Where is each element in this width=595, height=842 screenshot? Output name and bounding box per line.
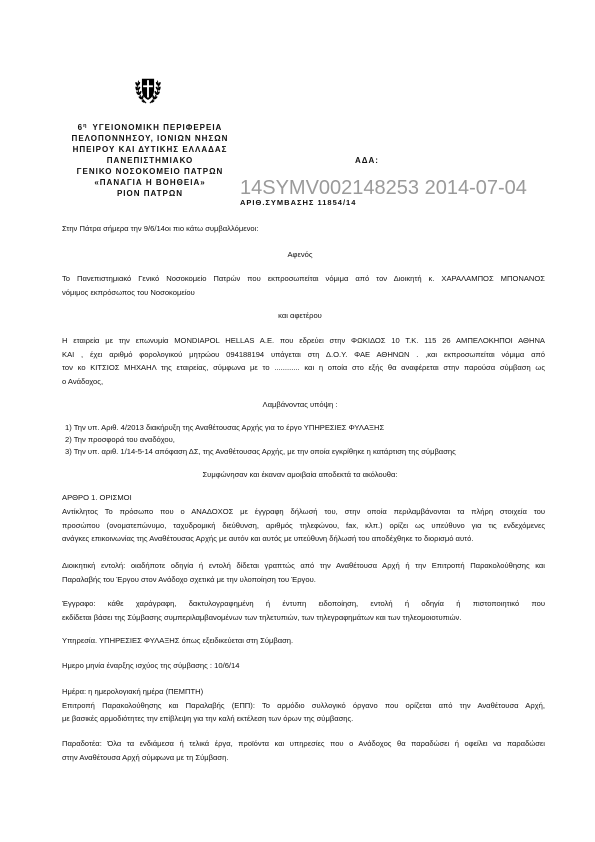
definition-antikletos (62, 505, 545, 546)
considering-item: 1) Την υπ. Αριθ. 4/2013 διακήρυξη της Αναθέτουσας Αρχής για το έργο ΥΠΗΡΕΣΙΕΣ ΦΥΛΑΞΗΣ (65, 423, 385, 432)
header-line: ΓΕΝΙΚΟ ΝΟΣΟΚΟΜΕΙΟ ΠΑΤΡΩΝ (76, 167, 224, 176)
region-suffix: η (83, 123, 87, 129)
party-b-heading: και αφετέρου (278, 311, 322, 320)
definition-deliverables (62, 737, 545, 764)
definition-administrative-order (62, 559, 545, 586)
party-b-line: ΚΑΙ , έχει αριθμό φορολογικού μητρώου 094188194 υπάγεται στη Δ.Ο.Υ. ΦΑΕ ΑΘΗΝΩΝ . ,και εκπροσωπείται νόμιμα από (62, 349, 545, 359)
intro-line: Στην Πάτρα σήμερα την 9/6/14οι πιο κάτω συμβαλλόμενοι: (62, 224, 259, 233)
contract-number: ΑΡΙΘ.ΣΥΜΒΑΣΗΣ 11854/14 (240, 198, 357, 207)
definition-service (62, 634, 545, 648)
definition-line: με βασικές αρμοδιότητες την επίβλεψη για την καλή εκτέλεση των όρων της σύμβασης. (62, 714, 354, 723)
party-b-line: ο Ανάδοχος, (62, 376, 104, 386)
definition-line: Ημέρα: η ημερολογιακή ημέρα (ΠΕΜΠΤΗ) (62, 687, 204, 696)
ada-label: ΑΔΑ: (355, 156, 379, 165)
definition-line: Ημερο μηνία έναρξης ισχύος της σύμβασης : 10/6/14 (62, 661, 240, 670)
header-line: ΗΠΕΙΡΟΥ ΚΑΙ ΔΥΤΙΚΗΣ ΕΛΛΑΔΑΣ (72, 145, 228, 154)
considering-item: 3) Την υπ. αριθ. 1/14-5-14 απόφαση ΔΣ, της Αναθέτουσας Αρχής, με την οποία εγκρίθηκε η κατάρτιση της σύμβασης (65, 447, 456, 456)
agreed-heading: Συμφώνησαν και έκαναν αμοιβαία αποδεκτά τα ακόλουθα: (202, 470, 398, 479)
region-number: 6 (77, 123, 84, 132)
considering-heading: Λαμβάνοντας υπόψη : (262, 400, 338, 409)
party-b-line: Η εταιρεία με την επωνυμία MONDIAPOL HELLAS A.E. που εδρεύει στην ΦΩΚΙΔΟΣ 10 Τ.Κ. 115 26 ΑΜΠΕΛΟΚΗΠΟΙ ΑΘΗΝΑ (62, 336, 545, 345)
definition-line: Έγγραφο: κάθε χαράγραφη, δακτυλογραφημένη ή έντυπη ειδοποίηση, εντολή ή οδηγία ή πιστοποιητικό που (62, 599, 545, 608)
party-a-line: νόμιμος εκπρόσωπος του Νοσοκομείου (62, 287, 195, 297)
definition-line: στην Αναθέτουσα Αρχή σύμφωνα με τη Σύμβαση. (62, 752, 229, 762)
definition-line: Υπηρεσία. ΥΠΗΡΕΣΙΕΣ ΦΥΛΑΞΗΣ όπως εξειδικεύεται στη Σύμβαση. (62, 636, 294, 645)
definition-line: προσώπου (ονοματεπώνυμο, ταχυδρομική διεύθυνση, αριθμός τηλεφώνου, fax, κλπ.) ορίζει ως υπεύθυνο για τις ενδεχόμενες (62, 520, 545, 530)
definition-line: Παραλαβής του Έργου στον Ανάδοχο σχετικά με την υλοποίηση του Έργου. (62, 574, 316, 584)
party-a-line: Το Πανεπιστημιακό Γενικό Νοσοκομείο Πατρών που εκπροσωπείται νόμιμα από τον Διοικητή κ. ΧΑΡΑΛΑΜΠΟΣ ΜΠΟΝΑΝΟΣ (62, 274, 545, 283)
definition-document (62, 597, 545, 624)
party-a-heading: Αφενός (287, 250, 313, 259)
issuer-header (40, 122, 260, 199)
party-b-paragraph (62, 334, 545, 388)
definition-line: εκδίδεται βάσει της Σύμβασης συμπεριλαμβανομένων των τηλετυπιών, των τηλεγραφημάτων και των τηλεομοιοτυπιών. (62, 612, 462, 622)
definition-line: Παραδοτέα: Όλα τα ενδιάμεσα ή τελικά έργα, προϊόντα και υπηρεσίες που ο Ανάδοχος θα παραδώσει ή οφείλει να παραδώσει (62, 739, 545, 748)
party-a-paragraph (62, 272, 545, 299)
ada-stamp: 14SYMV002148253 2014-07-04 (240, 177, 527, 199)
header-line: ΡΙΟΝ ΠΑΤΡΩΝ (116, 189, 184, 198)
region-name: ΥΓΕΙΟΝΟΜΙΚΗ ΠΕΡΙΦΕΡΕΙΑ (92, 123, 223, 132)
party-b-line: τον κο ΚΙΤΣΙΟΣ ΜΗΧΑΗΛ της εταιρείας, σύμφωνα με το ............ και η οποία στο εξής θα αναφέρεται στην παρούσα σύμβαση ως (62, 363, 545, 372)
article-title (62, 491, 545, 505)
header-line-region (40, 122, 260, 133)
definition-day-committee (62, 685, 545, 726)
definition-line: Διοικητική εντολή: οιαδήποτε οδηγία ή εντολή δίδεται γραπτώς από την Αναθέτουσα Αρχή ή την Επιτροπή Παρακολούθησης και (62, 561, 545, 570)
header-line: «ΠΑΝΑΓΙΑ Η ΒΟΗΘΕΙΑ» (94, 178, 206, 187)
article-title-text: ΑΡΘΡΟ 1. ΟΡΙΣΜΟΙ (62, 493, 132, 502)
considering-list (65, 422, 545, 458)
considering-item: 2) Την προσφορά του αναδόχου, (65, 435, 175, 444)
definition-line: Επιτροπή Παρακολούθησης και Παραλαβής (ΕΠΠ): Το αρμόδιο συλλογικό όργανο που ορίζεται από την Αναθέτουσα Αρχή, (62, 700, 545, 710)
definition-start-date (62, 659, 545, 673)
intro-paragraph (62, 222, 545, 236)
header-line: ΠΕΛΟΠΟΝΝΗΣΟΥ, ΙΟΝΙΩΝ ΝΗΣΩΝ (71, 134, 229, 143)
definition-line: Αντίκλητος Το πρόσωπο που ο ΑΝΑΔΟΧΟΣ με έγγραφη δήλωσή του, στην οποία περιλαμβάνονται τα πλήρη στοιχεία του (62, 507, 545, 516)
greek-coat-of-arms-icon (133, 73, 163, 107)
header-line: ΠΑΝΕΠΙΣΤΗΜΙΑΚΟ (106, 156, 194, 165)
definition-line: ανάγκες επικοινωνίας της Αναθέτουσας Αρχής με αυτόν και αυτός με υπεύθυνη δήλωσή του αποδέχθηκε το διορισμό αυτό. (62, 534, 474, 543)
